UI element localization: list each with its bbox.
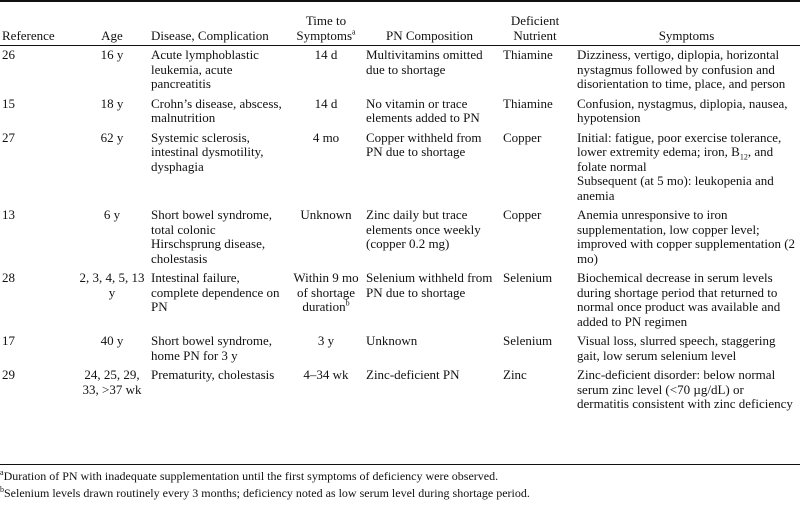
- table-row: [0, 366, 800, 415]
- cell-disease: Short bowel syndrome, total colonic Hirschsprung disease, cholestasis: [151, 207, 272, 266]
- cell-pn: Unknown: [366, 333, 418, 348]
- cell-symptoms: [573, 129, 800, 207]
- cell-symptoms: Dizziness, vertigo, diplopia, horizontal nystagmus followed by confusion and disorientation to time, place, and person: [577, 47, 786, 91]
- cell-time: 14 d: [314, 95, 338, 111]
- cell-pn: Zinc-deficient PN: [366, 367, 460, 382]
- header-nutrient-line1: Deficient: [510, 13, 560, 28]
- table-row: [0, 206, 800, 269]
- footnote-a-mark: a: [0, 468, 4, 477]
- top-rule: [0, 0, 800, 2]
- symptoms-subsequent: Subsequent (at 5 mo): leukopenia and anemia: [577, 173, 774, 203]
- cell-reference: 15: [2, 95, 15, 111]
- cell-nutrient: Thiamine: [503, 95, 553, 111]
- header-nutrient-line2: Nutrient: [513, 27, 557, 43]
- footnote-b: [0, 486, 800, 500]
- deficiency-table: [0, 3, 800, 415]
- symptoms-initial: Initial: fatigue, poor exercise tolerance, lower extremity edema; iron, B: [577, 129, 782, 159]
- cell-nutrient: Zinc: [503, 367, 527, 382]
- cell-symptoms: Anemia unresponsive to iron supplementation, low copper level; improved with copper supplementation (2 mo): [577, 207, 796, 266]
- footnote-a-text: Duration of PN with inadequate supplementation until the first symptoms of deficiency were observed.: [3, 469, 499, 483]
- cell-time: 4 mo: [312, 129, 340, 145]
- cell-time: 4–34 wk: [303, 367, 349, 382]
- cell-symptoms: Biochemical decrease in serum levels during shortage period that returned to normal once product was available and added to PN regimen: [577, 270, 781, 329]
- cell-age: 62 y: [100, 129, 124, 145]
- cell-nutrient: Selenium: [503, 270, 553, 285]
- cell-nutrient: Thiamine: [503, 47, 553, 62]
- cell-time: [290, 269, 362, 332]
- cell-age: 16 y: [100, 47, 124, 62]
- footnote-mark-a: a: [352, 27, 356, 37]
- cell-disease: Prematurity, cholestasis: [151, 367, 275, 382]
- cell-symptoms: Visual loss, slurred speech, staggering gait, low serum selenium level: [577, 333, 776, 363]
- table-row: [0, 332, 800, 366]
- cell-disease: Short bowel syndrome, home PN for 3 y: [151, 333, 272, 363]
- cell-pn: Zinc daily but trace elements once weekly (copper 0.2 mg): [366, 207, 481, 251]
- header-time-to-symptoms: [290, 3, 362, 46]
- cell-nutrient: Copper: [503, 207, 542, 222]
- header-time-line2: Symptoms: [296, 27, 353, 43]
- cell-reference: 17: [2, 333, 15, 348]
- bottom-rule: [0, 464, 800, 465]
- table-row: [0, 46, 800, 95]
- table-row: [0, 269, 800, 332]
- cell-reference: 28: [2, 270, 15, 285]
- table-row: [0, 95, 800, 129]
- cell-disease: Acute lymphoblastic leukemia, acute pancreatitis: [151, 47, 259, 91]
- cell-symptoms: Confusion, nystagmus, diplopia, nausea, hypotension: [577, 95, 788, 125]
- header-symptoms: Symptoms: [658, 27, 715, 43]
- cell-age: 40 y: [100, 333, 124, 348]
- cell-age: 18 y: [100, 95, 124, 111]
- symptoms-initial-end: , and folate normal: [577, 144, 774, 174]
- cell-time: Unknown: [300, 207, 352, 222]
- header-deficient-nutrient: [497, 3, 573, 46]
- cell-pn: No vitamin or trace elements added to PN: [366, 95, 480, 125]
- header-age: Age: [101, 27, 123, 43]
- cell-symptoms: Zinc-deficient disorder: below normal serum zinc level (<70 µg/dL) or dermatitis consistent with zinc deficiency: [577, 367, 793, 411]
- cell-disease: Systemic sclerosis, intestinal dysmotility, dysphagia: [151, 129, 264, 174]
- cell-nutrient: Copper: [503, 129, 542, 145]
- table-row: [0, 129, 800, 207]
- header-disease: Disease, Complication: [151, 27, 269, 43]
- header-pn-composition: PN Composition: [385, 27, 474, 43]
- footnote-mark-b: b: [345, 298, 350, 308]
- cell-reference: 29: [2, 367, 15, 382]
- footnote-a: [0, 469, 800, 483]
- cell-time: 3 y: [317, 333, 335, 348]
- cell-disease: Intestinal failure, complete dependence on PN: [151, 270, 280, 314]
- cell-reference: 13: [2, 207, 15, 222]
- footnote-b-mark: b: [0, 485, 4, 494]
- time-text: Within 9 mo of shortage duration: [293, 270, 359, 314]
- footnote-b-text: Selenium levels drawn routinely every 3 months; deficiency noted as low serum level during shortage period.: [4, 486, 530, 500]
- cell-disease: Crohn’s disease, abscess, malnutrition: [151, 95, 282, 125]
- cell-pn: Copper withheld from PN due to shortage: [366, 129, 482, 159]
- cell-nutrient: Selenium: [503, 333, 553, 348]
- cell-time: 14 d: [314, 47, 338, 62]
- header-reference: Reference: [2, 27, 55, 43]
- cell-pn: Selenium withheld from PN due to shortage: [366, 270, 493, 300]
- symptoms-subscript: 12: [739, 152, 748, 162]
- cell-pn: Multivitamins omitted due to shortage: [366, 47, 483, 77]
- cell-age: 6 y: [103, 207, 121, 222]
- header-time-line1: Time to: [305, 13, 347, 28]
- cell-age: 24, 25, 29, 33, >37 wk: [82, 367, 142, 397]
- cell-reference: 27: [2, 129, 15, 145]
- cell-reference: 26: [2, 47, 15, 62]
- cell-age: 2, 3, 4, 5, 13 y: [79, 270, 145, 300]
- header-row: [0, 3, 800, 46]
